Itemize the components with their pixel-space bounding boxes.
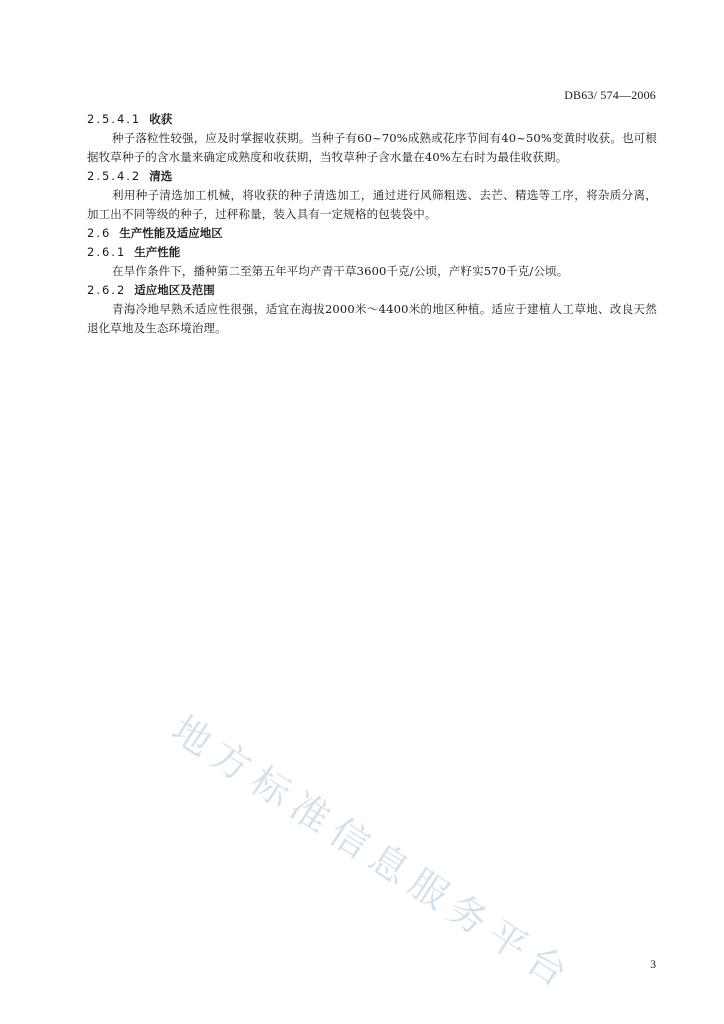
section-number: 2.5.4.2 bbox=[87, 169, 142, 183]
page-number: 3 bbox=[650, 959, 656, 971]
section-heading-performance-region bbox=[87, 224, 657, 243]
document-code: DB63/ 574—2006 bbox=[564, 88, 656, 102]
document-body bbox=[87, 110, 657, 338]
section-title: 收获 bbox=[149, 112, 173, 126]
section-number: 2.5.4.1 bbox=[87, 112, 142, 126]
section-title: 生产性能及适应地区 bbox=[119, 226, 223, 240]
watermark-text: 地方标准信息服务平台 bbox=[164, 706, 583, 1000]
section-heading-cleaning bbox=[87, 167, 657, 186]
section-heading-adaptation-region bbox=[87, 281, 657, 300]
section-heading-production-performance bbox=[87, 243, 657, 262]
section-title: 清选 bbox=[149, 169, 173, 183]
paragraph-production-performance: 在旱作条件下，播种第二至第五年平均产青干草3600千克/公顷，产籽实570千克/公顷。 bbox=[112, 264, 569, 278]
section-title: 生产性能 bbox=[134, 245, 181, 259]
paragraph-harvest: 种子落粒性较强，应及时掌握收获期。当种子有60~70%成熟或花序节间有40~50%变黄时收获。也可根据牧草种子的含水量来确定成熟度和收获期，当牧草种子含水量在40%左右时为最佳收获期。 bbox=[87, 131, 657, 164]
section-number: 2.6.1 bbox=[87, 245, 127, 259]
paragraph-cleaning: 利用种子清选加工机械，将收获的种子清选加工，通过进行风筛粗选、去芒、精选等工序，将杂质分离，加工出不同等级的种子，过秤称量，装入具有一定规格的包装袋中。 bbox=[87, 188, 657, 221]
section-number: 2.6.2 bbox=[87, 283, 127, 297]
section-number: 2.6 bbox=[87, 226, 112, 240]
section-title: 适应地区及范围 bbox=[134, 283, 215, 297]
paragraph-adaptation-region: 青海冷地早熟禾适应性很强，适宜在海拔2000米～4400米的地区种植。适应于建植人工草地、改良天然退化草地及生态环境治理。 bbox=[87, 302, 657, 335]
section-heading-harvest bbox=[87, 110, 657, 129]
